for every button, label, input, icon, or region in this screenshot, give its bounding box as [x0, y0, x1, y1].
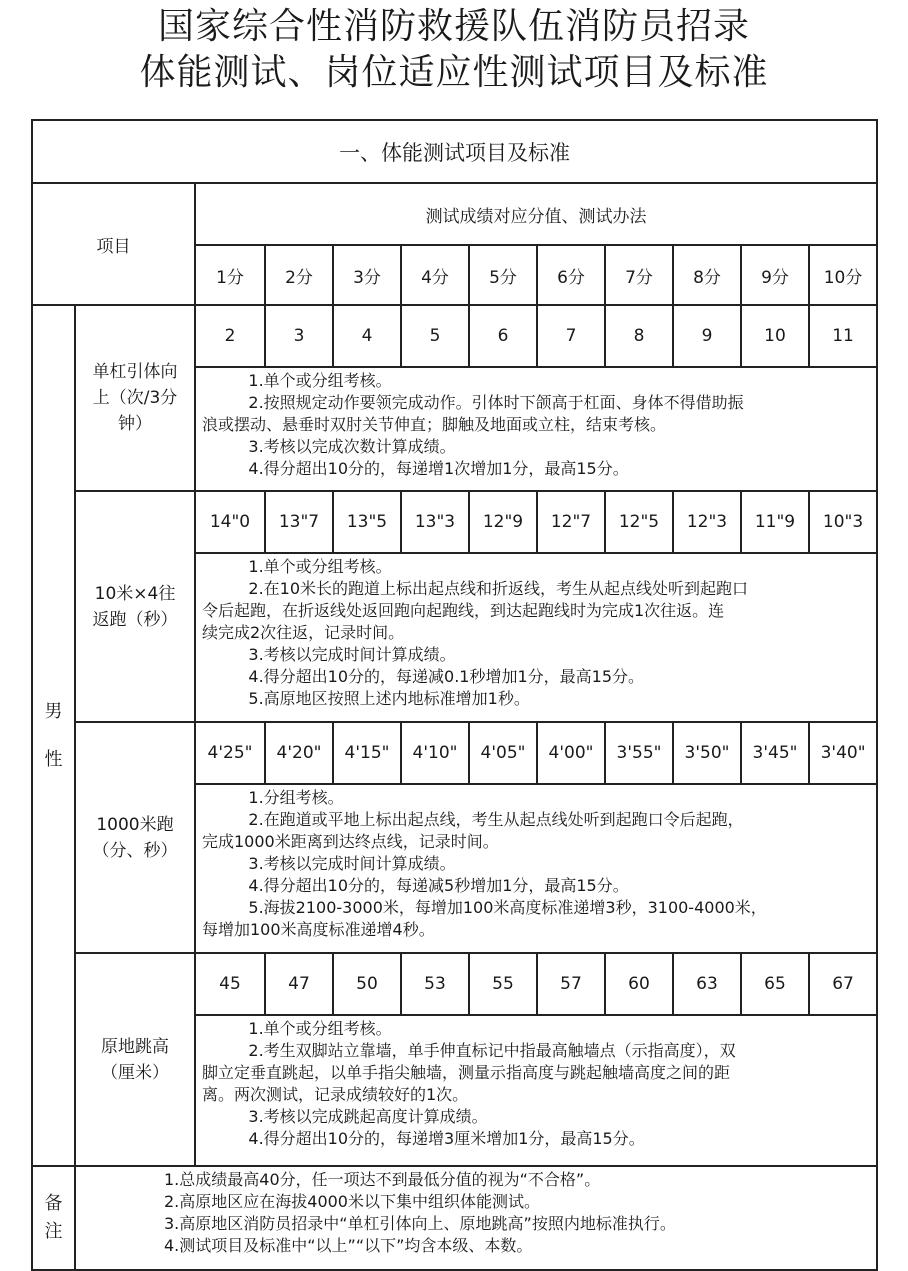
- remark-line: 1.总成绩最高40分，任一项达不到最低分值的视为“不合格”。: [164, 1170, 601, 1189]
- item-values-row: [32, 491, 877, 553]
- note-line: 3.考核以完成跳起高度计算成绩。: [248, 1107, 488, 1126]
- item-value-3: 50: [333, 953, 401, 1015]
- remarks-label: [32, 1166, 75, 1270]
- item-notes: [195, 1015, 877, 1166]
- item-value-1: 45: [195, 953, 265, 1015]
- section-title: 一、体能测试项目及标准: [32, 120, 877, 183]
- item-value-10: 11: [809, 305, 877, 367]
- item-values-row: [32, 722, 877, 784]
- score-header-3: 3分: [333, 245, 401, 305]
- item-value-9: 10: [741, 305, 809, 367]
- item-name: [75, 305, 195, 491]
- item-value-7: 60: [605, 953, 673, 1015]
- item-values-row: [32, 305, 877, 367]
- item-value-6: 4'00": [537, 722, 605, 784]
- item-value-10: 67: [809, 953, 877, 1015]
- note-line: 4.得分超出10分的，每递减0.1秒增加1分，最高15分。: [248, 667, 645, 686]
- item-name: [75, 722, 195, 953]
- note-line: 续完成2次往返，记录时间。: [202, 623, 405, 642]
- score-header-1: 1分: [195, 245, 265, 305]
- item-value-2: 13"7: [265, 491, 333, 553]
- score-header-10: 10分: [809, 245, 877, 305]
- score-header-8: 8分: [673, 245, 741, 305]
- score-header-5: 5分: [469, 245, 537, 305]
- remark-line: 2.高原地区应在海拔4000米以下集中组织体能测试。: [164, 1192, 540, 1211]
- item-name-line: 返跑（秒）: [92, 609, 178, 630]
- note-line: 4.得分超出10分的，每递减5秒增加1分，最高15分。: [248, 876, 629, 895]
- item-notes: [195, 784, 877, 953]
- remark-line: 4.测试项目及标准中“以上”“以下”均含本级、本数。: [164, 1236, 533, 1255]
- note-line: 浪或摆动、悬垂时双肘关节伸直；脚触及地面或立柱，结束考核。: [202, 415, 667, 434]
- item-value-3: 13"5: [333, 491, 401, 553]
- remarks-label-char: 备: [44, 1193, 63, 1214]
- note-line: 3.考核以完成次数计算成绩。: [248, 437, 456, 456]
- item-value-10: 3'40": [809, 722, 877, 784]
- item-name: [75, 491, 195, 722]
- score-header-9: 9分: [741, 245, 809, 305]
- item-name: [75, 953, 195, 1166]
- note-line: 每增加100米高度标准递增4秒。: [202, 920, 435, 939]
- note-line: 1.单个或分组考核。: [248, 371, 392, 390]
- item-value-5: 4'05": [469, 722, 537, 784]
- item-value-1: 14"0: [195, 491, 265, 553]
- note-line: 2.按照规定动作要领完成动作。引体时下颌高于杠面、身体不得借助振: [248, 393, 744, 412]
- item-value-6: 7: [537, 305, 605, 367]
- item-value-4: 13"3: [401, 491, 469, 553]
- item-value-9: 65: [741, 953, 809, 1015]
- remark-line: 3.高原地区消防员招录中“单杠引体向上、原地跳高”按照内地标准执行。: [164, 1214, 676, 1233]
- score-header-7: 7分: [605, 245, 673, 305]
- remarks-content: [75, 1166, 877, 1270]
- item-value-6: 57: [537, 953, 605, 1015]
- note-line: 1.分组考核。: [248, 788, 344, 807]
- item-value-8: 3'50": [673, 722, 741, 784]
- document-title-line2: 体能测试、岗位适应性测试项目及标准: [139, 52, 769, 93]
- item-name-line: （分、秒）: [92, 840, 178, 861]
- note-line: 令后起跑，在折返线处返回跑向起跑线，到达起跑线时为完成1次往返。连: [202, 601, 725, 620]
- item-name-line: 1000米跑: [96, 814, 174, 835]
- item-value-9: 11"9: [741, 491, 809, 553]
- note-line: 离。两次测试，记录成绩较好的1次。: [202, 1085, 469, 1104]
- item-value-9: 3'45": [741, 722, 809, 784]
- item-name-line: 10米×4往: [94, 583, 176, 604]
- note-line: 5.海拔2100-3000米，每增加100米高度标准递增3秒，3100-4000米，: [248, 898, 767, 917]
- item-value-1: 4'25": [195, 722, 265, 784]
- item-header: 项目: [32, 183, 195, 305]
- note-line: 2.考生双脚站立靠墙，单手伸直标记中指最高触墙点（示指高度），双: [248, 1041, 736, 1060]
- note-line: 脚立定垂直跳起，以单手指尖触墙，测量示指高度与跳起触墙高度之间的距: [202, 1063, 731, 1082]
- remarks-label-char: 注: [44, 1221, 63, 1242]
- gender-cell: [32, 305, 75, 1166]
- item-value-4: 4'10": [401, 722, 469, 784]
- item-name-line: （厘米）: [101, 1062, 169, 1083]
- item-value-7: 12"5: [605, 491, 673, 553]
- item-value-8: 12"3: [673, 491, 741, 553]
- note-line: 1.单个或分组考核。: [248, 1019, 392, 1038]
- score-header-4: 4分: [401, 245, 469, 305]
- note-line: 2.在10米长的跑道上标出起点线和折返线，考生从起点线处听到起跑口: [248, 579, 749, 598]
- item-value-3: 4'15": [333, 722, 401, 784]
- note-line: 4.得分超出10分的，每递增1次增加1分，最高15分。: [248, 459, 629, 478]
- item-value-4: 5: [401, 305, 469, 367]
- item-value-2: 47: [265, 953, 333, 1015]
- item-value-8: 9: [673, 305, 741, 367]
- item-name-line: 单杠引体向: [92, 362, 178, 382]
- item-value-3: 4: [333, 305, 401, 367]
- gender-char: 性: [44, 748, 63, 770]
- item-value-1: 2: [195, 305, 265, 367]
- item-value-5: 6: [469, 305, 537, 367]
- item-value-10: 10"3: [809, 491, 877, 553]
- note-line: 3.考核以完成时间计算成绩。: [248, 645, 456, 664]
- note-line: 完成1000米距离到达终点线，记录时间。: [202, 832, 499, 851]
- item-name-line: 上（次/3分: [92, 388, 178, 408]
- standards-table: [31, 119, 878, 1271]
- item-value-7: 8: [605, 305, 673, 367]
- score-header-2: 2分: [265, 245, 333, 305]
- item-value-5: 12"9: [469, 491, 537, 553]
- item-value-4: 53: [401, 953, 469, 1015]
- note-line: 1.单个或分组考核。: [248, 557, 392, 576]
- item-name-line: 钟）: [118, 414, 152, 434]
- note-line: 4.得分超出10分的，每递增3厘米增加1分，最高15分。: [248, 1129, 645, 1148]
- item-value-6: 12"7: [537, 491, 605, 553]
- gender-char: 男: [44, 700, 63, 722]
- remarks-row: [32, 1166, 877, 1270]
- item-values-row: [32, 953, 877, 1015]
- note-line: 3.考核以完成时间计算成绩。: [248, 854, 456, 873]
- item-notes: [195, 367, 877, 491]
- note-line: 5.高原地区按照上述内地标准增加1秒。: [248, 689, 530, 708]
- note-line: 2.在跑道或平地上标出起点线，考生从起点线处听到起跑口令后起跑，: [248, 810, 744, 829]
- item-value-8: 63: [673, 953, 741, 1015]
- item-value-2: 4'20": [265, 722, 333, 784]
- item-value-5: 55: [469, 953, 537, 1015]
- document-title-line1: 国家综合性消防救援队伍消防员招录: [157, 6, 750, 47]
- score-header-6: 6分: [537, 245, 605, 305]
- method-header: 测试成绩对应分值、测试办法: [195, 183, 877, 245]
- item-value-2: 3: [265, 305, 333, 367]
- item-notes: [195, 553, 877, 722]
- item-name-line: 原地跳高: [101, 1036, 169, 1057]
- item-value-7: 3'55": [605, 722, 673, 784]
